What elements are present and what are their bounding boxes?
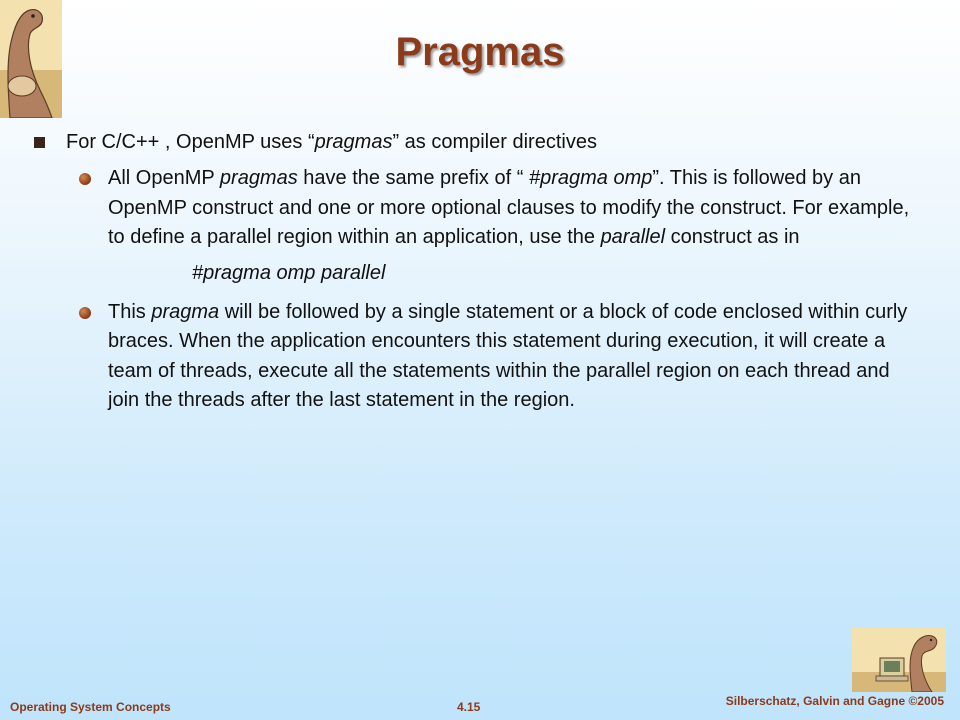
- code-example: #pragma omp parallel: [192, 261, 386, 284]
- dinosaur-computer-logo: [852, 628, 946, 692]
- sub1-emphasis-pragmas: pragmas: [219, 167, 298, 189]
- bullet1-text-end: ” as compiler directives: [392, 131, 597, 153]
- sub1-text-e: ”. This is followed by an OpenMP construct and one or more optional clauses to modify the construct. For example, to define a parallel region within an application, use the: [108, 167, 910, 248]
- bullet-level2-team: [34, 298, 914, 416]
- round-bullet-icon: [79, 173, 91, 185]
- slide-content: [34, 128, 914, 424]
- bullet1-text: For C/C++ , OpenMP uses “: [66, 131, 315, 153]
- bullet-level2-prefix: [34, 164, 914, 253]
- sub1-text-a: All OpenMP: [108, 167, 220, 189]
- bullet-level1: [34, 128, 914, 156]
- round-bullet-icon: [79, 307, 91, 319]
- sub2-text-c: will be followed by a single statement or a block of code enclosed within curly braces. When the application encounters this statement during execution, it will create a team of threads, execute all the statements within the parallel region on each thread and join the threads after the last statement in the region.: [108, 300, 908, 411]
- sub2-text-a: This: [108, 300, 152, 323]
- sub1-emphasis-parallel: parallel: [600, 226, 666, 248]
- footer-course-title: Operating System Concepts: [10, 700, 171, 714]
- sub2-emphasis-pragma: pragma: [151, 300, 220, 323]
- slide-title: Pragmas: [395, 30, 565, 74]
- sub1-emphasis-prefix: #pragma omp: [528, 167, 653, 189]
- sub1-text-c: have the same prefix of “: [297, 167, 529, 189]
- footer-copyright: Silberschatz, Galvin and Gagne ©2005: [725, 694, 944, 708]
- sub1-text-g: construct as in: [665, 226, 800, 248]
- square-bullet-icon: [34, 137, 45, 148]
- bullet1-emphasis: pragmas: [314, 131, 393, 153]
- footer-page-number: 4.15: [457, 700, 481, 714]
